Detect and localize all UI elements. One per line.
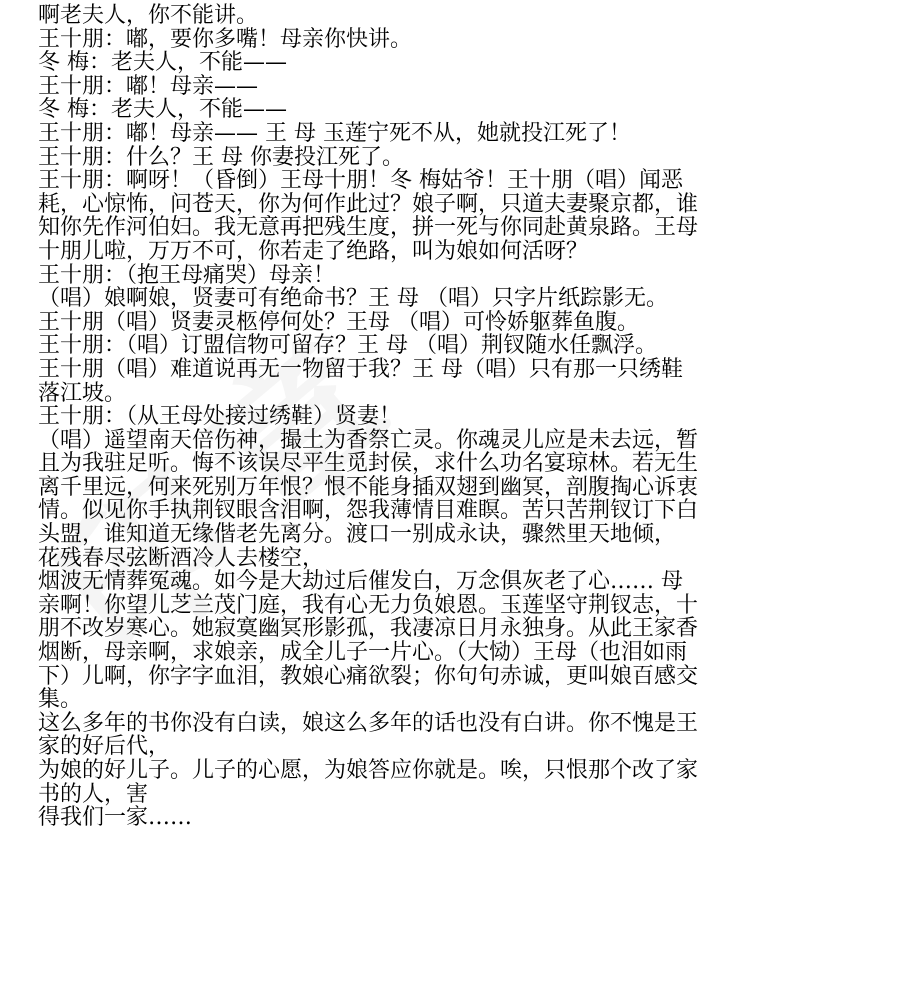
- text-line: 王十朋：（唱）订盟信物可留存？王 母 （唱）荆钗随水任飘浮。: [38, 333, 657, 359]
- text-line: 集。: [38, 687, 83, 713]
- text-line: 王十朋：啊呀！（昏倒）王母十朋！冬 梅姑爷！王十朋（唱）闻恶: [38, 168, 683, 194]
- text-line: 花残春尽弦断酒冷人去楼空，: [38, 545, 325, 571]
- text-line: 落江坡。: [38, 380, 127, 406]
- text-line: 烟断，母亲啊，求娘亲，成全儿子一片心。（大恸）王母（也泪如雨: [38, 640, 688, 666]
- text-line: 头盟，谁知道无缘偕老先离分。渡口一别成永诀，骤然里天地倾，: [38, 522, 677, 548]
- text-line: 情。似见你手执荆钗眼含泪啊，怨我薄情目难瞑。苦只苦荆钗订下白: [38, 498, 699, 524]
- text-line: 且为我驻足听。悔不该误尽平生觅封侯，求什么功名宴琼林。若无生: [38, 451, 699, 477]
- text-line: 王十朋：嘟，要你多嘴！母亲你快讲。: [38, 26, 413, 52]
- text-line: 王十朋（唱）贤妻灵柩停何处？王母 （唱）可怜娇躯葬鱼腹。: [38, 309, 639, 335]
- text-line: 王十朋：嘟！母亲——: [38, 73, 259, 99]
- text-line: 得我们一家……: [38, 805, 193, 831]
- text-line: （唱）娘啊娘，贤妻可有绝命书？王 母 （唱）只字片纸踪影无。: [38, 286, 668, 312]
- text-line: 王十朋：（从王母处接过绣鞋）贤妻！: [38, 404, 402, 430]
- text-line: （唱）遥望南天倍伤神，撮土为香祭亡灵。你魂灵儿应是未去远，暂: [38, 427, 699, 453]
- text-line: 为娘的好儿子。儿子的心愿，为娘答应你就是。唉，只恨那个改了家: [38, 758, 699, 783]
- text-line: 王十朋（唱）难道说再无一物留于我？王 母（唱）只有那一只绣鞋: [38, 356, 683, 382]
- text-line: 王十朋：什么？王 母 你妻投江死了。: [38, 144, 404, 170]
- text-line: 王十朋：（抱王母痛哭）母亲！: [38, 262, 336, 288]
- text-line: 家的好后代，: [38, 734, 171, 760]
- script-text: [38, 4, 878, 830]
- text-line: 王十朋：嘟！母亲—— 王 母 玉莲宁死不从，她就投江死了！: [38, 120, 631, 146]
- text-line: 冬 梅：老夫人，不能——: [38, 97, 287, 123]
- text-line: 亲啊！你望儿芝兰茂门庭，我有心无力负娘恩。玉莲坚守荆钗志，十: [38, 592, 699, 618]
- text-line: 冬 梅：老夫人，不能——: [38, 50, 287, 76]
- text-line: 下）儿啊，你字字血泪，教娘心痛欲裂；你句句赤诚，更叫娘百感交: [38, 663, 699, 689]
- text-line: 啊老夫人，你不能讲。: [38, 3, 259, 28]
- text-line: 书的人，害: [38, 781, 149, 807]
- text-line: 这么多年的书你没有白读，娘这么多年的话也没有白讲。你不愧是王: [38, 710, 699, 736]
- text-line: 知你先作河伯妇。我无意再把残生度，拼一死与你同赴黄泉路。王母: [38, 215, 699, 241]
- text-line: 朋不改岁寒心。她寂寞幽冥形影孤，我凄凉日月永独身。从此王家香: [38, 616, 699, 642]
- text-line: 耗，心惊怖，问苍天，你为何作此过？娘子啊，只道夫妻聚京都，谁: [38, 191, 699, 217]
- text-line: 离千里远，何来死别万年恨？恨不能身插双翅到幽冥，剖腹掏心诉衷: [38, 474, 699, 500]
- text-line: 烟波无情葬冤魂。如今是大劫过后催发白，万念俱灰老了心…… 母: [38, 569, 683, 595]
- text-line: 十朋儿啦，万万不可，你若走了绝路，叫为娘如何活呀？: [38, 238, 589, 264]
